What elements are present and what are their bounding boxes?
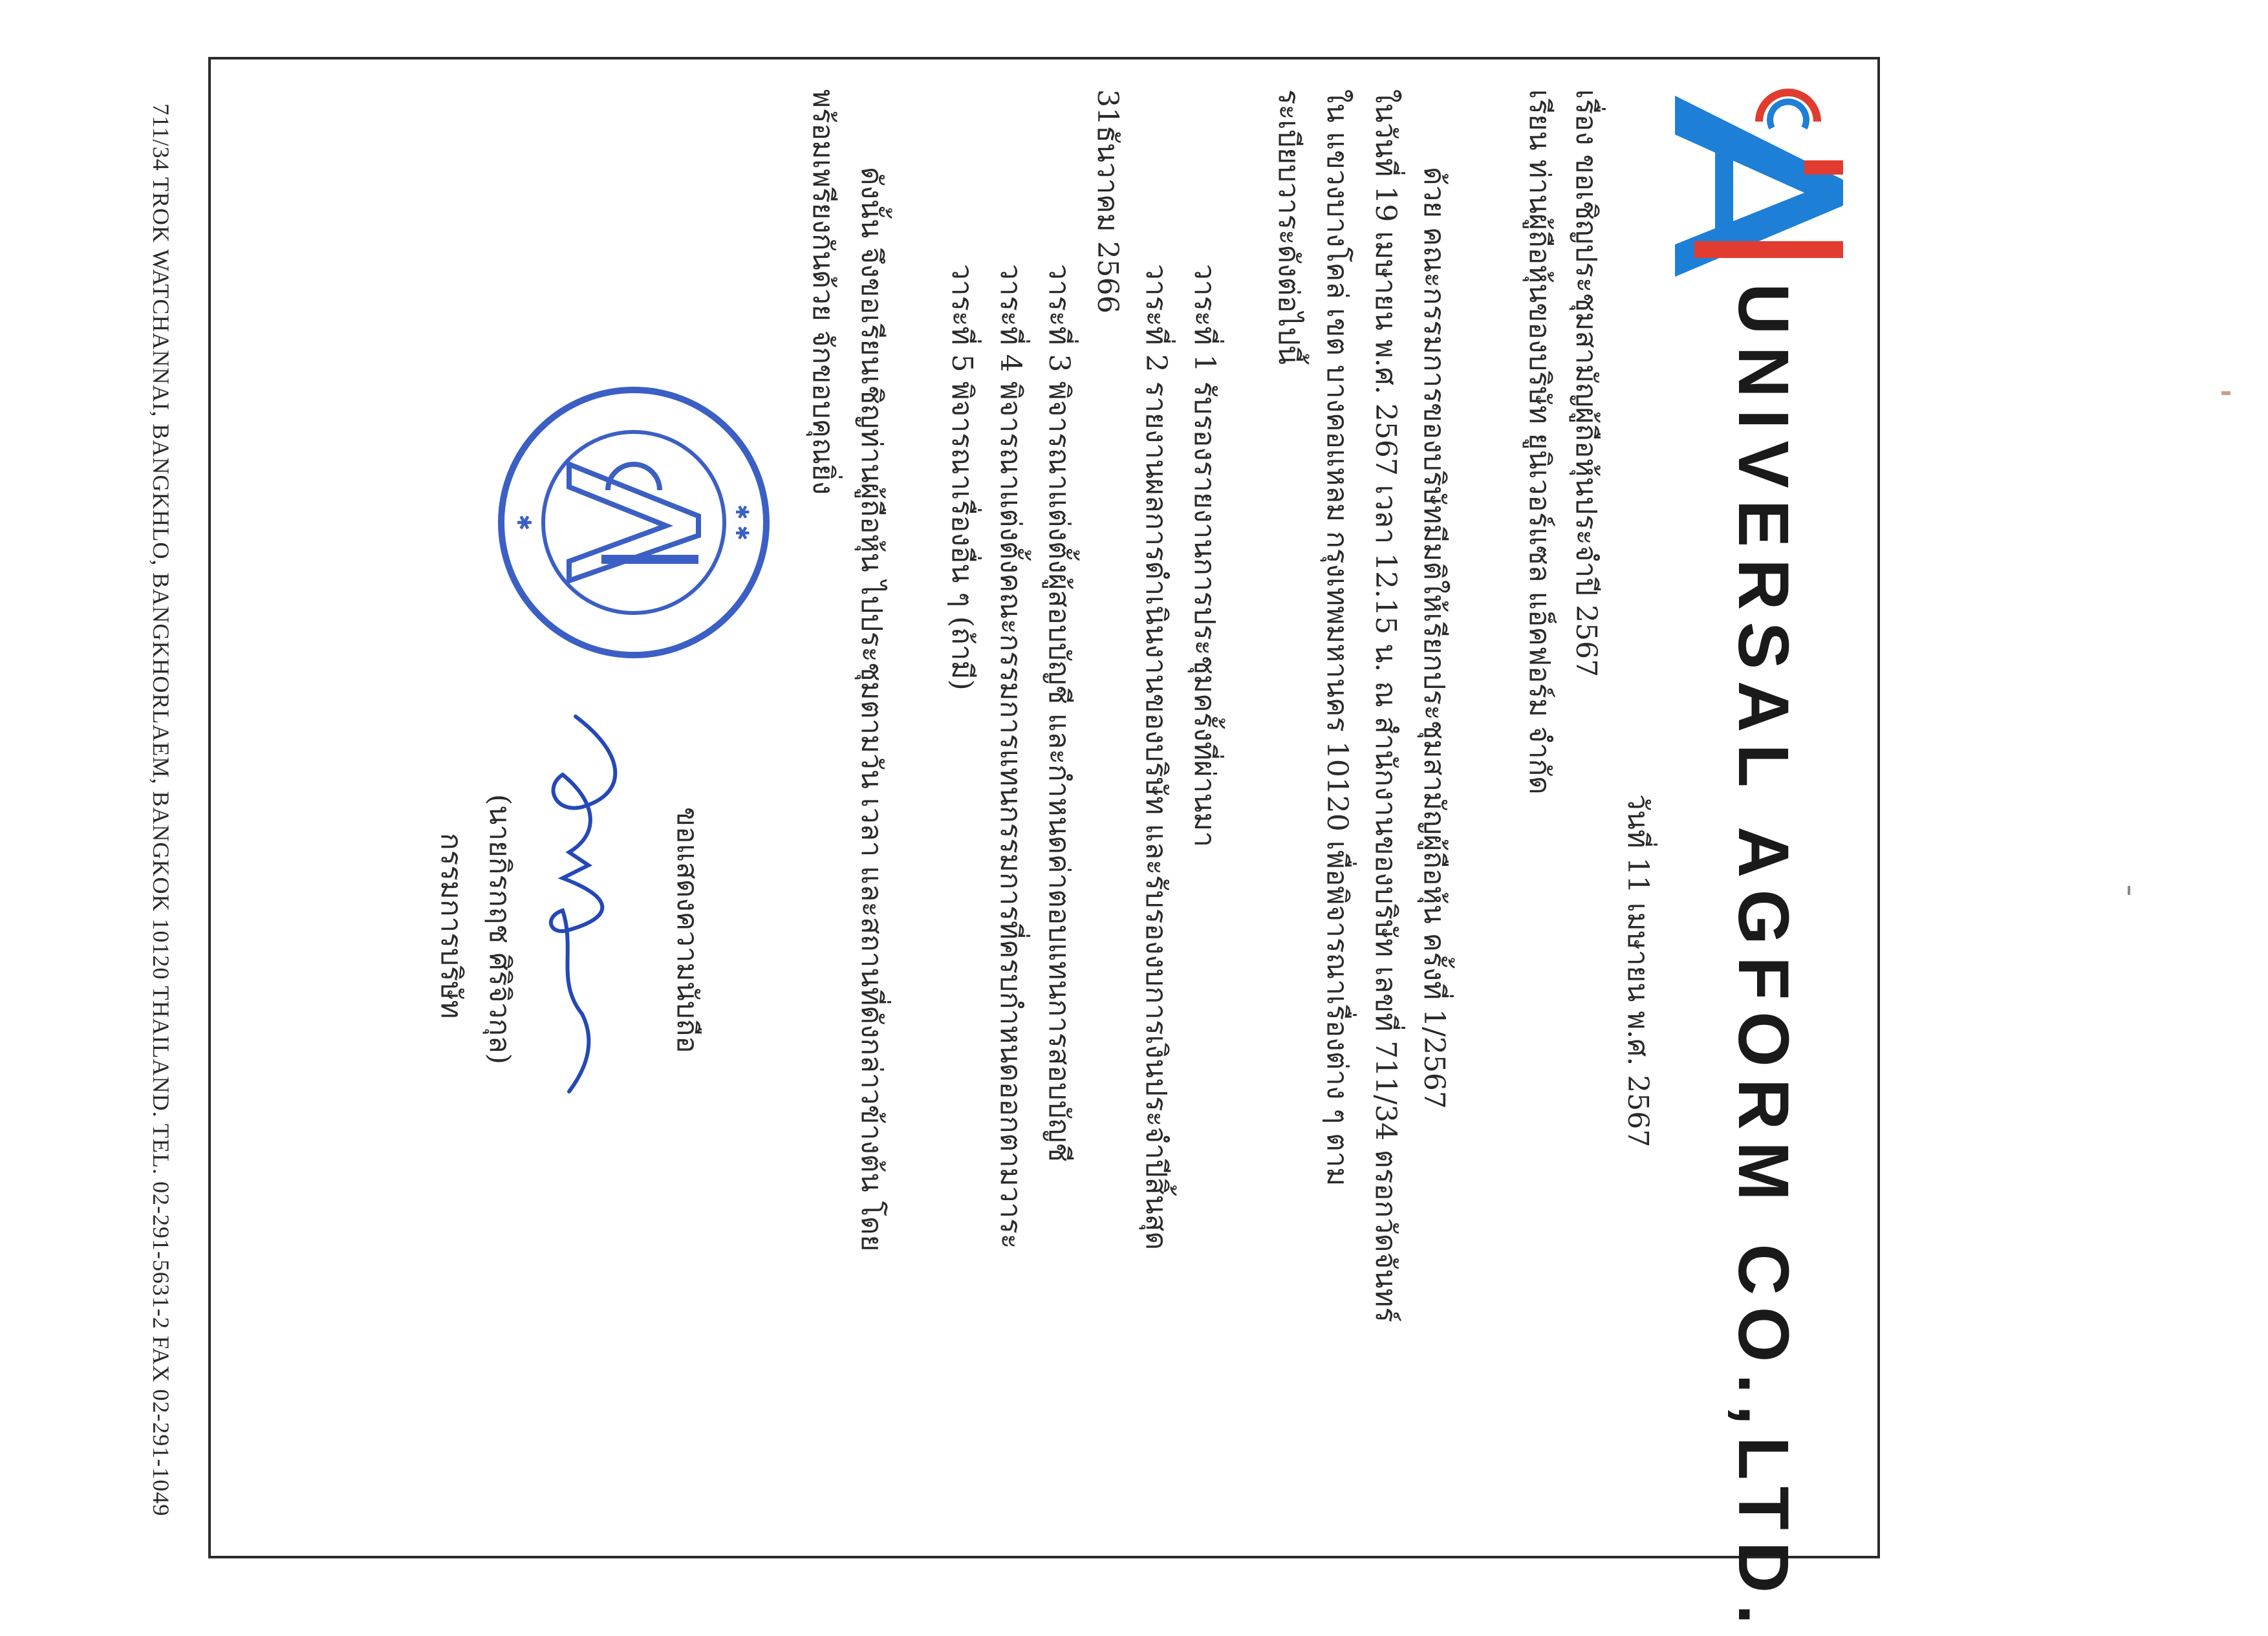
company-logo-icon [1662, 83, 1856, 277]
letter-recipient: เรียน ท่านผู้ถือหุ้นของบริษัท ยูนิเวอร์แซล แอ็คฟอร์ม จำกัด [1523, 89, 1556, 795]
svg-text:✱ ✱: ✱ ✱ [731, 504, 753, 541]
letter-subject: เรื่อง ขอเชิญประชุมสามัญผู้ถือหุ้นประจำปี 2567 [1570, 89, 1603, 678]
agenda-item: วาระที่ 3 พิจารณาแต่งตั้งผู้สอบบัญชี และกำหนดค่าตอบแทนการสอบบัญชี [1042, 264, 1075, 1162]
letter-date: วันที่ 11 เมษายน พ.ศ. 2567 [1621, 794, 1654, 1148]
closing-salutation: ขอแสดงความนับถือ [671, 807, 704, 1053]
company-seal-stamp [491, 380, 776, 665]
agenda-item-continuation: 31ธันวาคม 2566 [1091, 89, 1124, 314]
margin-speck [2128, 886, 2130, 895]
svg-text:✱: ✱ [512, 514, 535, 531]
body-line: ระเบียบวาระดังต่อไปนี้ [1272, 89, 1305, 365]
agenda-item: วาระที่ 4 พิจารณาแต่งตั้งคณะกรรมการแทนกรรมการที่ครบกำหนดออกตามวาระ [994, 264, 1027, 1249]
company-name: UNIVERSAL AGFORM CO.,LTD. [1723, 283, 1803, 1636]
handwritten-signature [524, 704, 653, 1104]
agenda-item: วาระที่ 2 รายงานผลการดำเนินงานของบริษัท และรับรองงบการเงินประจำปีสิ้นสุด [1139, 264, 1172, 1251]
company-address-footer: 711/34 TROK WATCHANNAI, BANGKHLO, BANGKHORLAEM, BANGKOK 10120 THAILAND. TEL. 02-291-5631-2 FAX 02-291-1049 [148, 103, 174, 1517]
margin-speck [2221, 391, 2230, 395]
body-line: ด้วย คณะกรรมการของบริษัทมีมติให้เรียกประชุมสามัญผู้ถือหุ้น ครั้งที่ 1/2567 [1418, 167, 1451, 1109]
signer-name: (นายกิรกฤช ศิริจิวกุล) [483, 794, 516, 1064]
agenda-item: วาระที่ 5 พิจารณาเรื่องอื่น ๆ (ถ้ามี) [945, 264, 978, 691]
body-line: ใน แขวงบางโคล่ เขต บางคอแหลม กรุงเทพมหานคร 10120 เพื่อพิจารณาเรื่องต่าง ๆ ตาม [1321, 89, 1354, 1187]
letter-sheet [204, 57, 1875, 1636]
agenda-item: วาระที่ 1 รับรองรายงานการประชุมครั้งที่ผ่านมา [1188, 264, 1221, 848]
closing-line: ดังนั้น จึงขอเรียนเชิญท่านผู้ถือหุ้น ไปประชุมตามวัน เวลา และสถานที่ดังกล่าวข้างต้น โดย [855, 167, 888, 1252]
body-line: ในวันที่ 19 เมษายน พ.ศ. 2567 เวลา 12.15 น. ณ สำนักงานของบริษัท เลขที่ 711/34 ตรอกวัดจันทร์ [1369, 89, 1402, 1322]
signer-position: กรรมการบริษัท [435, 833, 468, 1019]
closing-line: พร้อมเพรียงกันด้วย จักขอบคุณยิ่ง [806, 89, 839, 495]
